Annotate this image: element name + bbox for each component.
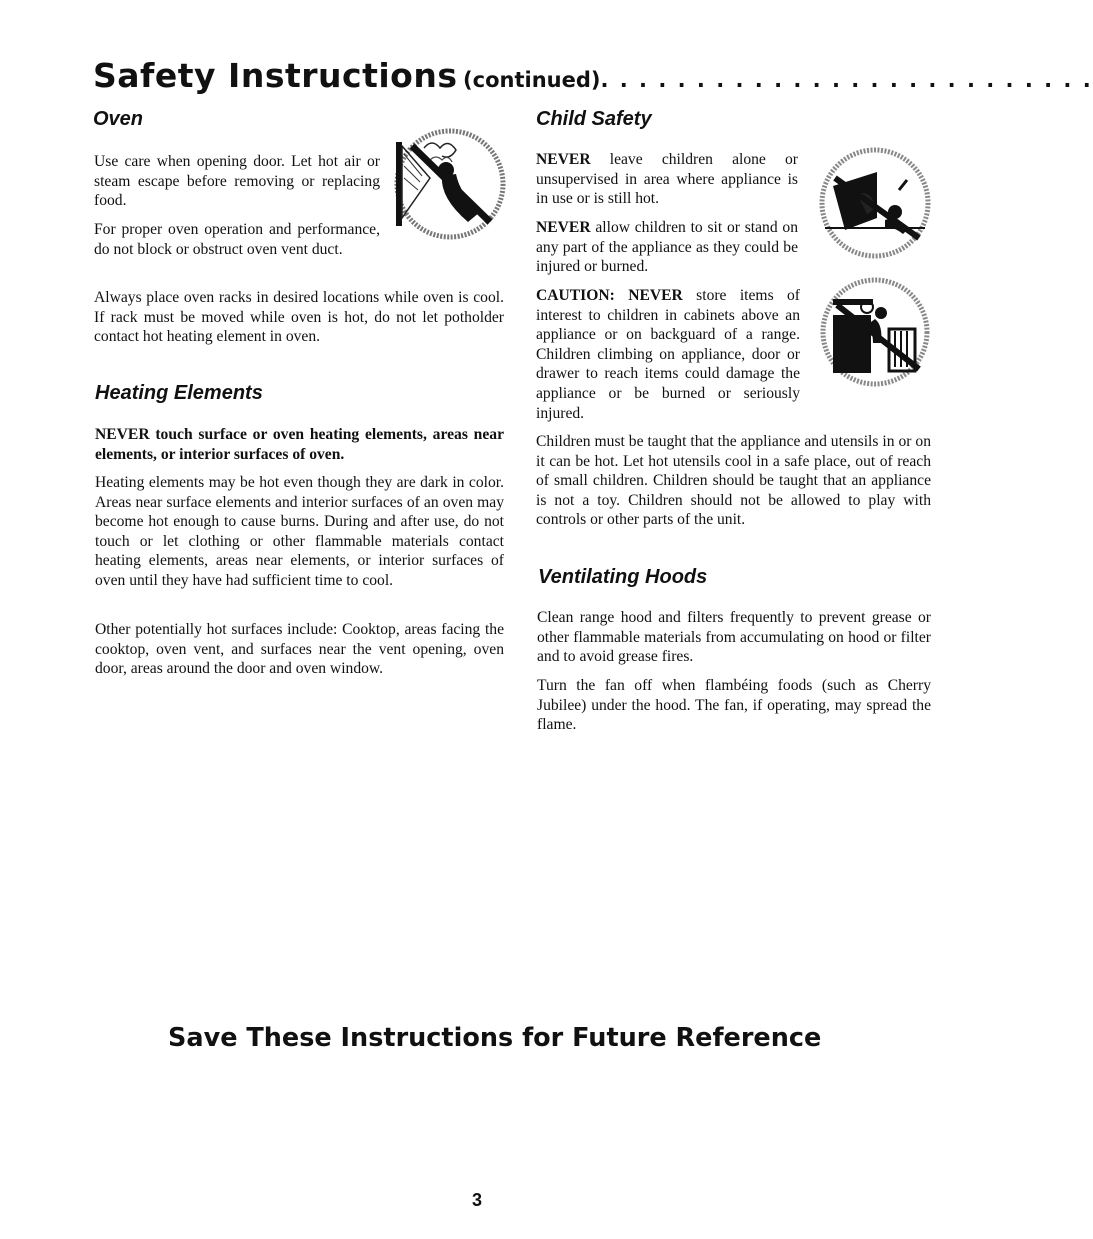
title-main: Safety Instructions [93, 56, 458, 95]
heating-elements-heading: Heating Elements [95, 382, 263, 404]
child-paragraph-1-text: leave children alone or unsupervised in area where appliance is in use or is still hot. [536, 151, 798, 208]
save-instructions-banner: Save These Instructions for Future Reference [168, 1023, 822, 1053]
oven-paragraph-2: For proper oven operation and performance, do not block or obstruct oven vent duct. [94, 221, 380, 258]
title-dot-leader: . . . . . . . . . . . . . . . . . . . . . . . . . . [600, 68, 1093, 92]
page-title [93, 56, 1093, 95]
child-paragraph-1-lead: NEVER [536, 151, 591, 168]
child-paragraph-2 [536, 218, 798, 277]
heating-paragraph-2: Other potentially hot surfaces include: Cooktop, areas facing the cooktop, oven vent, and surfaces near the vent opening, oven door, areas around the door and oven window. [95, 621, 504, 678]
child-climbing-icon [815, 275, 933, 391]
vent-paragraph-2: Turn the fan off when flambéing foods (such as Cherry Jubilee) under the hood. The fan, if operating, may spread the flame. [537, 677, 931, 734]
child-paragraph-2-lead: NEVER [536, 219, 591, 236]
ventilating-hoods-heading: Ventilating Hoods [538, 566, 708, 588]
child-paragraph-4: Children must be taught that the appliance and utensils in or on it can be hot. Let hot utensils cool in a safe place, out of reach of small children. Children should be taught that an appliance is not a toy. Children should not be allowed to play with controls or other parts of the unit. [536, 433, 931, 529]
oven-paragraph-1: Use care when opening door. Let hot air or steam escape before removing or replacing food. [94, 153, 380, 210]
page-number: 3 [471, 1190, 482, 1210]
title-continued: (continued) [463, 68, 601, 92]
child-paragraph-3-lead: CAUTION: NEVER [536, 287, 683, 304]
child-paragraph-2-text: allow children to sit or stand on any part of the appliance as they could be injured or burned. [536, 219, 798, 276]
heating-paragraph-1: Heating elements may be hot even though they are dark in color. Areas near surface elements and interior surfaces of an oven may become hot enough to cause burns. During and after use, do not touch or let clothing or other flammable materials contact heating elements, areas near elements, or interior surfaces of oven until they have had sufficient time to cool. [95, 474, 504, 589]
vent-paragraph-1: Clean range hood and filters frequently to prevent grease or other flammable materials from accumulating on hood or filter and to avoid grease fires. [537, 609, 931, 666]
heating-warning: NEVER touch surface or oven heating elements, areas near elements, or interior surfaces of oven. [95, 426, 504, 463]
child-safety-heading: Child Safety [536, 108, 652, 130]
child-on-oven-door-icon [815, 146, 933, 262]
oven-heading: Oven [93, 108, 144, 130]
child-paragraph-1 [536, 150, 798, 209]
oven-paragraph-3: Always place oven racks in desired locations while oven is cool. If rack must be moved while oven is hot, do not let potholder contact hot heating element in oven. [94, 289, 504, 346]
steam-prohibition-icon [390, 126, 508, 242]
child-paragraph-3-text: store items of interest to children in cabinets above an appliance or on backguard of a range. Children climbing on appliance, door or drawer to reach items could damage the appliance or be burned or seriously injured. [536, 287, 800, 422]
child-paragraph-3 [536, 286, 800, 423]
